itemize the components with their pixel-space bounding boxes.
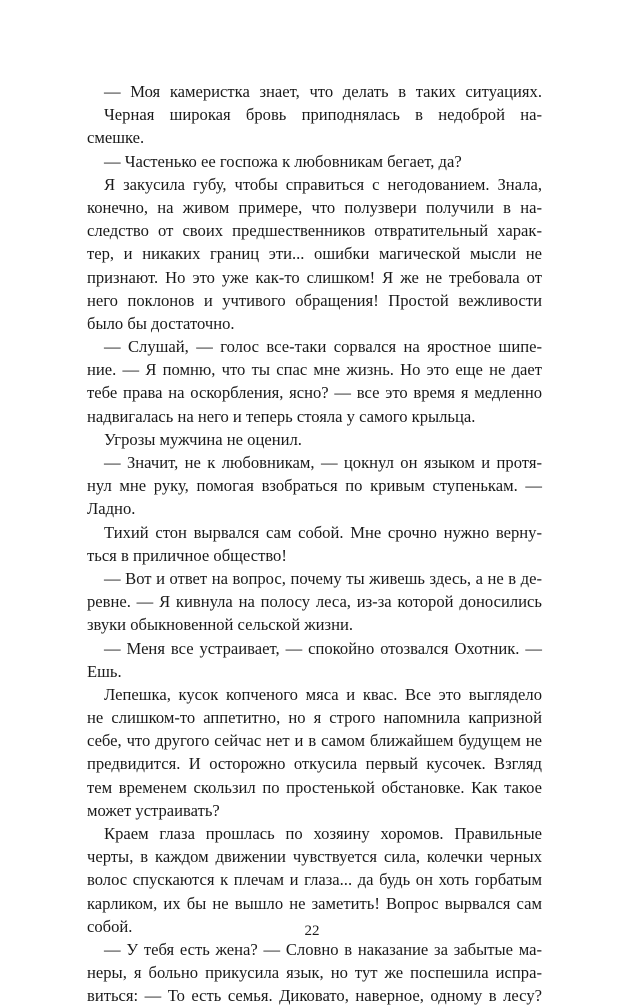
- text-line: Угрозы мужчина не оценил.: [104, 429, 302, 449]
- text-line: было бы достаточно.: [87, 313, 235, 333]
- text-line: ревне. — Я кивнула на полосу леса, из-за которой доносились: [87, 592, 542, 612]
- text-line: — Частенько ее госпожа к любовникам бегает, да?: [104, 151, 462, 171]
- text-line: Ладно.: [87, 499, 136, 519]
- text-line: Черная широкая бровь приподнялась в недоброй на-: [104, 105, 542, 125]
- text-line: него поклонов и учтивого обращения! Простой вежливости: [87, 290, 542, 310]
- text-line: тер, и никаких границ эти... ошибки магической мысли не: [87, 244, 542, 264]
- text-line: черты, в каждом движении чувствуется сила, колечки черных: [87, 847, 542, 867]
- text-line: виться: — То есть семья. Диковато, наверное, одному в лесу?: [87, 986, 542, 1006]
- text-line: ться в приличное общество!: [87, 545, 287, 565]
- text-line: не слишком-то аппетитно, но я строго напомнила капризной: [87, 708, 542, 728]
- text-line: надвигалась на него и теперь стояла у самого крыльца.: [87, 406, 476, 426]
- text-line: — Меня все устраивает, — спокойно отозвался Охотник. —: [104, 638, 542, 658]
- text-line: — У тебя есть жена? — Словно в наказание за забытые ма-: [104, 939, 542, 959]
- text-line: — Вот и ответ на вопрос, почему ты живешь здесь, а не в де-: [104, 568, 542, 588]
- body-text: [87, 80, 542, 1008]
- text-line: — Значит, не к любовникам, — цокнул он языком и протя-: [104, 453, 542, 472]
- text-line: — Слушай, — голос все-таки сорвался на яростное шипе-: [104, 337, 542, 357]
- text-line: Ешь.: [87, 661, 122, 681]
- text-line: неры, я больно прикусила язык, но тут же поспешила испра-: [87, 963, 542, 983]
- text-line: предвидится. И осторожно откусила первый кусочек. Взгляд: [87, 754, 542, 774]
- page-number: 22: [304, 923, 320, 939]
- text-line: конечно, на живом примере, что полузвери получили в на-: [87, 197, 542, 217]
- text-line: может устраивать?: [87, 800, 220, 820]
- text-line: Лепешка, кусок копченого мяса и квас. Все это выглядело: [104, 684, 542, 704]
- text-line: — Моя камеристка знает, что делать в таких ситуациях.: [104, 82, 542, 101]
- text-line: тебе права на оскорбления, ясно? — все это время я медленно: [87, 383, 542, 403]
- text-line: звуки обыкновенной сельской жизни.: [87, 615, 354, 635]
- text-line: себе, что другого сейчас нет и в самом ближайшем будущем не: [87, 731, 542, 751]
- text-line: тем временем скользил по простенькой обстановке. Как такое: [87, 777, 542, 797]
- text-line: следство от своих предшественников отвратительный харак-: [87, 221, 542, 241]
- text-line: признают. Но это уже как-то слишком! Я же не требовала от: [87, 267, 542, 287]
- text-line: собой.: [87, 916, 133, 936]
- text-line: ние. — Я помню, что ты спас мне жизнь. Но это еще не дает: [87, 360, 542, 380]
- text-line: Я закусила губу, чтобы справиться с негодованием. Знала,: [104, 174, 542, 194]
- text-line: смешке.: [87, 128, 145, 148]
- text-line: нул мне руку, помогая взобраться по кривым ступенькам. —: [87, 476, 542, 496]
- text-line: Тихий стон вырвался сам собой. Мне срочно нужно верну-: [104, 522, 542, 542]
- text-line: карликом, их бы не вышло не заметить! Вопрос вырвался сам: [87, 893, 542, 913]
- text-line: волос спускаются к плечам и глаза... да будь он хоть горбатым: [87, 870, 542, 890]
- text-line: Краем глаза прошлась по хозяину хоромов. Правильные: [104, 824, 542, 843]
